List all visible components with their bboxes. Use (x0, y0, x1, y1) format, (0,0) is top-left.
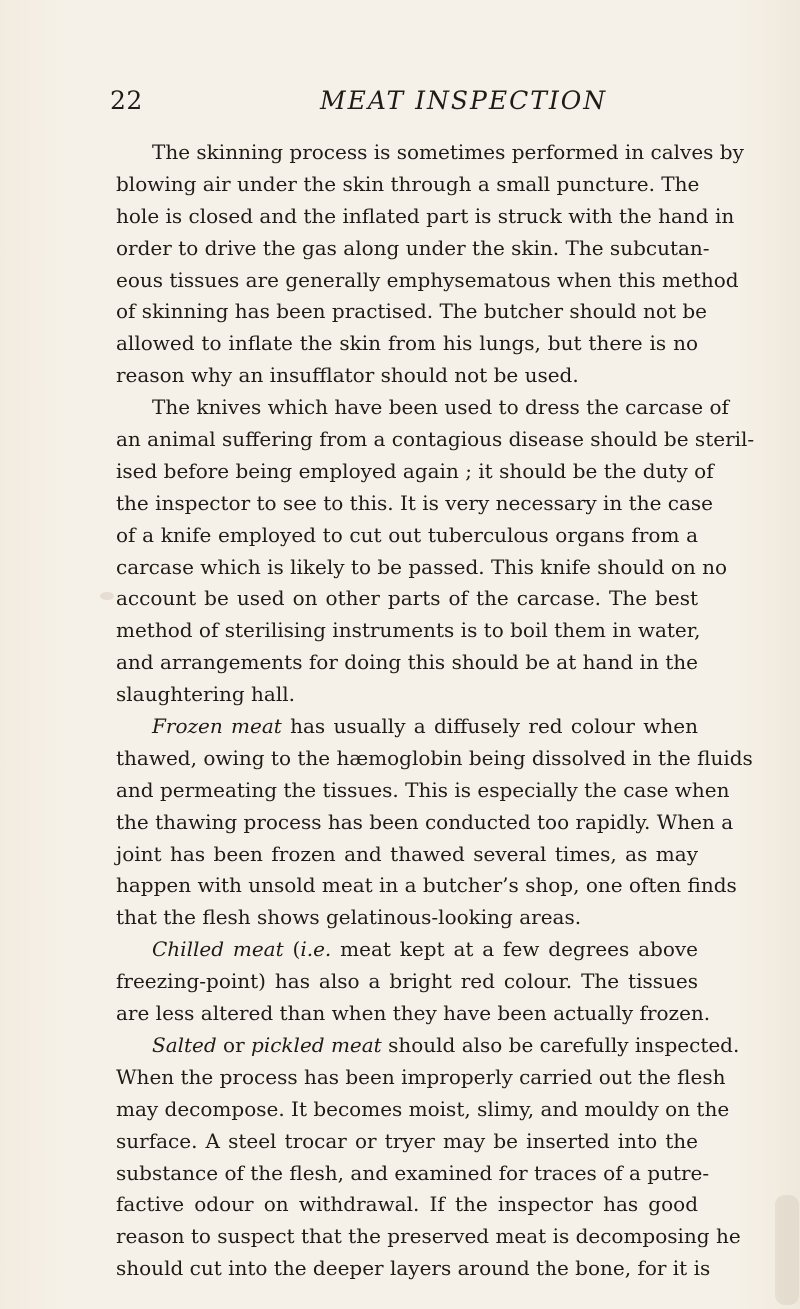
text-line: the thawing process has been conducted too rapidly. When a (116, 809, 734, 834)
text-line: substance of the flesh, and examined for traces of a putre- (116, 1160, 710, 1185)
italic-term: Salted (152, 1032, 217, 1057)
body-text (116, 137, 755, 1285)
text-run: meat kept at a few degrees above (331, 937, 698, 962)
text-line: should cut into the deeper layers around the bone, for it is (116, 1256, 711, 1281)
text-line: and permeating the tissues. This is especially the case when (116, 777, 730, 802)
text-line (116, 934, 698, 966)
text-line: reason to suspect that the preserved meat is decomposing he (116, 1224, 741, 1249)
text-line: an animal suffering from a contagious disease should be steril- (116, 427, 755, 452)
text-line: factive odour on withdrawal. If the inspector has good (116, 1192, 698, 1217)
text-line: hole is closed and the inflated part is struck with the hand in (116, 203, 735, 228)
page-number: 22 (110, 86, 143, 115)
italic-term: i.e. (300, 937, 332, 962)
italic-term: Frozen meat (152, 714, 282, 739)
text-line: of skinning has been practised. The butcher should not be (116, 299, 708, 324)
text-line: may decompose. It becomes moist, slimy, and mouldy on the (116, 1096, 730, 1121)
text-line: slaughtering hall. (116, 682, 295, 707)
text-line: carcase which is likely to be passed. This knife should on no (116, 554, 728, 579)
text-run: ( (283, 937, 301, 962)
text-line: of a knife employed to cut out tuberculous organs from a (116, 522, 698, 547)
running-head (110, 86, 690, 126)
paper-blemish (775, 1195, 799, 1305)
text-run: has usually a diffusely red colour when (281, 714, 699, 739)
text-line: The knives which have been used to dress the carcase of (152, 395, 729, 420)
text-line: ised before being employed again ; it should be the duty of (116, 458, 714, 483)
text-line: and arrangements for doing this should be at hand in the (116, 650, 698, 675)
paper-blemish (100, 592, 114, 600)
text-line: reason why an insufflator should not be used. (116, 363, 579, 388)
text-line: thawed, owing to the hæmoglobin being dissolved in the fluids (116, 745, 753, 770)
text-line: that the flesh shows gelatinous-looking areas. (116, 905, 582, 930)
text-line: The skinning process is sometimes performed in calves by (152, 140, 744, 164)
text-line: account be used on other parts of the carcase. The best (116, 586, 698, 611)
text-line: freezing-point) has also a bright red colour. The tissues (116, 969, 698, 994)
text-line: blowing air under the skin through a small puncture. The (116, 171, 700, 196)
paragraph-frozen-meat (116, 711, 753, 934)
text-line (116, 711, 698, 743)
italic-term: pickled meat (251, 1032, 382, 1057)
text-line: joint has been frozen and thawed several times, as may (116, 841, 698, 866)
paragraph-chilled-meat (116, 934, 711, 1030)
text-line: surface. A steel trocar or tryer may be inserted into the (116, 1128, 698, 1153)
text-line: When the process has been improperly carried out the flesh (116, 1064, 726, 1089)
text-line: allowed to inflate the skin from his lungs, but there is no (116, 331, 698, 356)
text-run: should also be carefully inspected. (381, 1032, 740, 1057)
text-line: the inspector to see to this. It is very necessary in the case (116, 490, 714, 515)
italic-term: Chilled meat (152, 937, 284, 962)
text-line: happen with unsold meat in a butcher’s shop, one often finds (116, 873, 737, 898)
text-line: eous tissues are generally emphysematous when this method (116, 267, 739, 292)
running-title: MEAT INSPECTION (320, 86, 608, 115)
paragraph-skinning (116, 137, 744, 392)
paragraph-knives (116, 392, 755, 711)
text-line: method of sterilising instruments is to boil them in water, (116, 618, 701, 643)
text-line: are less altered than when they have been actually frozen. (116, 1001, 711, 1026)
text-run: or (216, 1032, 252, 1057)
paragraph-salted-meat (116, 1030, 741, 1285)
text-line (116, 1030, 740, 1062)
text-line: order to drive the gas along under the skin. The subcutan- (116, 235, 710, 260)
